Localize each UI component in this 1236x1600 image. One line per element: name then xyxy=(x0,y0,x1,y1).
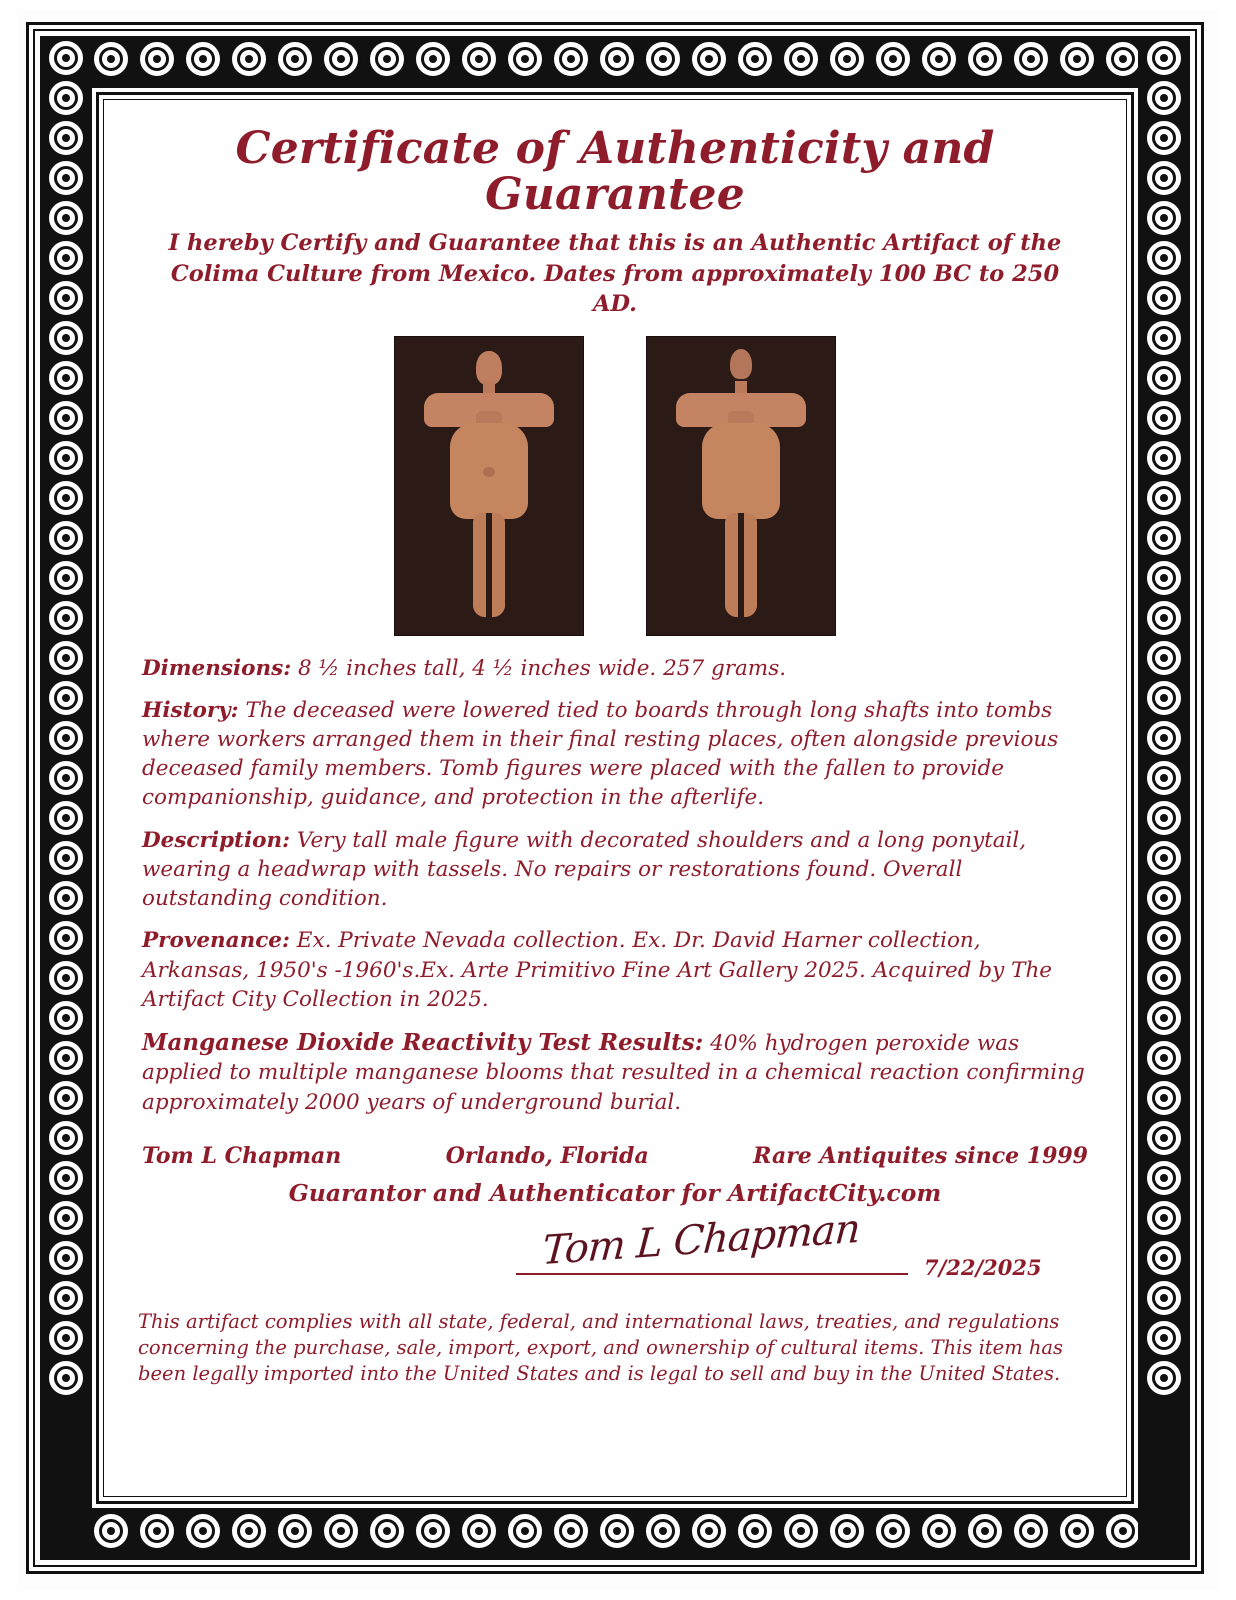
ornament-circle xyxy=(46,1198,86,1238)
artifact-photo-front xyxy=(394,336,584,636)
signatory-name: Tom L Chapman xyxy=(142,1142,342,1169)
ornament-circle xyxy=(46,478,86,518)
ornament-circle xyxy=(229,1511,269,1551)
ornament-circle xyxy=(1144,918,1184,958)
ornament-circle xyxy=(91,1511,131,1551)
certificate-fields xyxy=(142,654,1092,1117)
ornament-circle xyxy=(1144,358,1184,398)
ornament-circle xyxy=(46,118,86,158)
ornament-circle xyxy=(137,39,177,79)
ornament-circle xyxy=(1144,118,1184,158)
figure-head xyxy=(476,351,502,385)
ornament-circle xyxy=(1144,838,1184,878)
ornament-circle xyxy=(183,39,223,79)
ornament-circle xyxy=(1144,958,1184,998)
ornament-circle xyxy=(597,39,637,79)
field-history-value: The deceased were lowered tied to boards through long shafts into tombs where workers arranged them in their final resting places, often alongside previous deceased family members. Tomb figures were placed with the fallen to provide companionship, guidance, and protection in the afterlife. xyxy=(142,697,1059,811)
signature-date: 7/22/2025 xyxy=(924,1254,1042,1280)
ornament-circle xyxy=(1144,718,1184,758)
ornament-circle xyxy=(505,39,545,79)
ornament-circle xyxy=(1144,678,1184,718)
ornament-circle xyxy=(321,39,361,79)
ornament-circle xyxy=(1144,638,1184,678)
ornament-circle xyxy=(919,39,959,79)
ornament-circle xyxy=(735,39,775,79)
ornament-circle xyxy=(1144,1118,1184,1158)
ornament-circle xyxy=(1144,1158,1184,1198)
figure-torso-back xyxy=(702,423,780,519)
ornament-circle xyxy=(1144,1358,1184,1398)
ornament-circle xyxy=(46,918,86,958)
ornament-circle xyxy=(46,638,86,678)
ornament-circle xyxy=(46,438,86,478)
ornament-circle xyxy=(459,39,499,79)
ornament-circle xyxy=(1144,238,1184,278)
ornament-circle xyxy=(321,1511,361,1551)
ornament-circle xyxy=(1144,1078,1184,1118)
field-provenance-label: Provenance: xyxy=(142,928,290,954)
ornament-circle xyxy=(46,1358,86,1398)
ornament-circle xyxy=(1144,1318,1184,1358)
ornament-circle xyxy=(689,1511,729,1551)
field-manganese-test-label: Manganese Dioxide Reactivity Test Results: xyxy=(142,1029,704,1057)
ornament-circle xyxy=(1144,518,1184,558)
ornament-circle xyxy=(1144,1198,1184,1238)
ornament-circle xyxy=(46,278,86,318)
ornament-circle xyxy=(46,158,86,198)
ornament-circle xyxy=(965,39,1005,79)
artifact-photos xyxy=(112,336,1118,636)
signatory-row xyxy=(142,1143,1088,1169)
ornament-circle xyxy=(1144,318,1184,358)
page-title: Certificate of Authenticity and Guarantee xyxy=(235,123,995,221)
field-dimensions xyxy=(142,654,1092,683)
ornament-circle xyxy=(1011,39,1051,79)
ornament-circle xyxy=(1144,38,1184,78)
ornament-circle xyxy=(46,558,86,598)
ornament-circle xyxy=(1057,1511,1097,1551)
ornament-circle xyxy=(46,1158,86,1198)
ornament-circle xyxy=(1144,158,1184,198)
field-description-label: Description: xyxy=(142,827,291,853)
ornament-circle xyxy=(873,39,913,79)
ornament-circle xyxy=(46,198,86,238)
ornament-circle xyxy=(46,1238,86,1278)
signatory-role: Guarantor and Authenticator for ArtifactCity.com xyxy=(288,1178,942,1207)
ornament-circle xyxy=(46,318,86,358)
ornament-circle xyxy=(46,1078,86,1118)
certificate-subtitle: I hereby Certify and Guarantee that this is an Authentic Artifact of the Colima Culture from Mexico. Dates from approximately 100 BC to 250 AD. xyxy=(168,230,1062,318)
ornament-circle xyxy=(46,678,86,718)
ornament-circle xyxy=(46,78,86,118)
ornament-circle xyxy=(46,878,86,918)
ornament-band-right xyxy=(1138,36,1190,1560)
signature-line xyxy=(516,1273,908,1275)
ornament-circle xyxy=(275,1511,315,1551)
ornament-circle xyxy=(413,1511,453,1551)
ornament-circle xyxy=(413,39,453,79)
figure-leg-gap xyxy=(486,513,492,617)
legal-disclaimer: This artifact complies with all state, federal, and international laws, treaties, and regulations concerning the purchase, sale, import, export, and ownership of cultural items. This item has been legally imported into the United States and is legal to sell and buy in the United States. xyxy=(138,1309,1064,1385)
ornament-circle xyxy=(46,38,86,78)
field-history-label: History: xyxy=(142,697,239,723)
ornament-circle xyxy=(46,1118,86,1158)
ornament-circle xyxy=(46,398,86,438)
ornament-circle xyxy=(46,998,86,1038)
field-description xyxy=(142,826,1092,914)
ornament-circle xyxy=(1144,1238,1184,1278)
figure-head-back xyxy=(730,349,752,379)
ornament-circle xyxy=(643,39,683,79)
ornament-circle xyxy=(46,518,86,558)
ornament-circle xyxy=(229,39,269,79)
ornament-circle xyxy=(183,1511,223,1551)
ornament-circle xyxy=(781,1511,821,1551)
ornament-circle xyxy=(1144,998,1184,1038)
ornament-circle xyxy=(827,1511,867,1551)
ornament-circle xyxy=(643,1511,683,1551)
field-description-value: Very tall male figure with decorated shoulders and a long ponytail, wearing a headwrap with tassels. No repairs or restorations found. Overall outstanding condition. xyxy=(142,827,1027,912)
ornament-circle xyxy=(1144,438,1184,478)
ornament-circle xyxy=(1144,878,1184,918)
ornament-circle xyxy=(46,1278,86,1318)
field-dimensions-label: Dimensions: xyxy=(142,655,292,681)
ornament-band-bottom xyxy=(40,1508,1190,1560)
ornament-circle xyxy=(597,1511,637,1551)
ornament-circle xyxy=(1144,398,1184,438)
ornament-circle xyxy=(46,1318,86,1358)
ornament-circle xyxy=(735,1511,775,1551)
ornament-circle xyxy=(46,958,86,998)
ornament-circle xyxy=(46,598,86,638)
signature-area xyxy=(112,1205,1118,1295)
field-manganese-test xyxy=(142,1027,1092,1117)
ornament-circle xyxy=(827,39,867,79)
ornament-circle xyxy=(459,1511,499,1551)
ornament-circle xyxy=(1144,558,1184,598)
ornament-circle xyxy=(275,39,315,79)
field-history xyxy=(142,696,1092,813)
ornament-band-top xyxy=(40,36,1190,88)
ornament-circle xyxy=(1144,798,1184,838)
ornament-circle xyxy=(551,1511,591,1551)
artifact-photo-back xyxy=(646,336,836,636)
ornament-circle xyxy=(1011,1511,1051,1551)
handwritten-signature: Tom L Chapman xyxy=(540,1205,862,1275)
ornament-circle xyxy=(781,39,821,79)
ornament-circle xyxy=(505,1511,545,1551)
ornament-circle xyxy=(1144,758,1184,798)
figure-navel xyxy=(483,467,495,477)
signatory-tagline: Rare Antiquites since 1999 xyxy=(753,1142,1088,1169)
ornament-circle xyxy=(689,39,729,79)
ornament-circle xyxy=(1144,278,1184,318)
ornament-band-left xyxy=(40,36,92,1560)
field-dimensions-value: 8 ½ inches tall, 4 ½ inches wide. 257 grams. xyxy=(291,655,787,681)
ornament-circle xyxy=(46,358,86,398)
ornament-circle xyxy=(551,39,591,79)
ornament-circle xyxy=(46,838,86,878)
ornament-circle xyxy=(1103,1511,1143,1551)
signatory-location: Orlando, Florida xyxy=(445,1142,649,1169)
ornament-circle xyxy=(367,39,407,79)
ornament-circle xyxy=(873,1511,913,1551)
ornament-circle xyxy=(46,1038,86,1078)
ornament-circle xyxy=(1144,1278,1184,1318)
ornament-circle xyxy=(137,1511,177,1551)
ornament-circle xyxy=(1057,39,1097,79)
ornament-circle xyxy=(46,798,86,838)
ornament-circle xyxy=(46,238,86,278)
ornament-circle xyxy=(91,39,131,79)
field-provenance-value: Ex. Private Nevada collection. Ex. Dr. David Harner collection, Arkansas, 1950's -1960's.Ex. Arte Primitivo Fine Art Gallery 2025. Acquired by The Artifact City Collection in 2025. xyxy=(142,928,1053,1012)
figure-leg-gap-back xyxy=(738,513,744,617)
ornament-circle xyxy=(1144,198,1184,238)
ornament-circle xyxy=(1144,478,1184,518)
ornament-circle xyxy=(919,1511,959,1551)
field-provenance xyxy=(142,926,1092,1014)
ornament-circle xyxy=(1144,1038,1184,1078)
ornament-circle xyxy=(1144,78,1184,118)
ornament-circle xyxy=(367,1511,407,1551)
ornament-circle xyxy=(965,1511,1005,1551)
certificate-content xyxy=(112,106,1118,1490)
ornament-circle xyxy=(1144,598,1184,638)
ornament-circle xyxy=(46,718,86,758)
field-manganese-test-value: 40% hydrogen peroxide was applied to multiple manganese blooms that resulted in a chemical reaction confirming approximately 2000 years of underground burial. xyxy=(142,1031,1085,1115)
ornament-circle xyxy=(46,758,86,798)
ornament-circle xyxy=(1103,39,1143,79)
